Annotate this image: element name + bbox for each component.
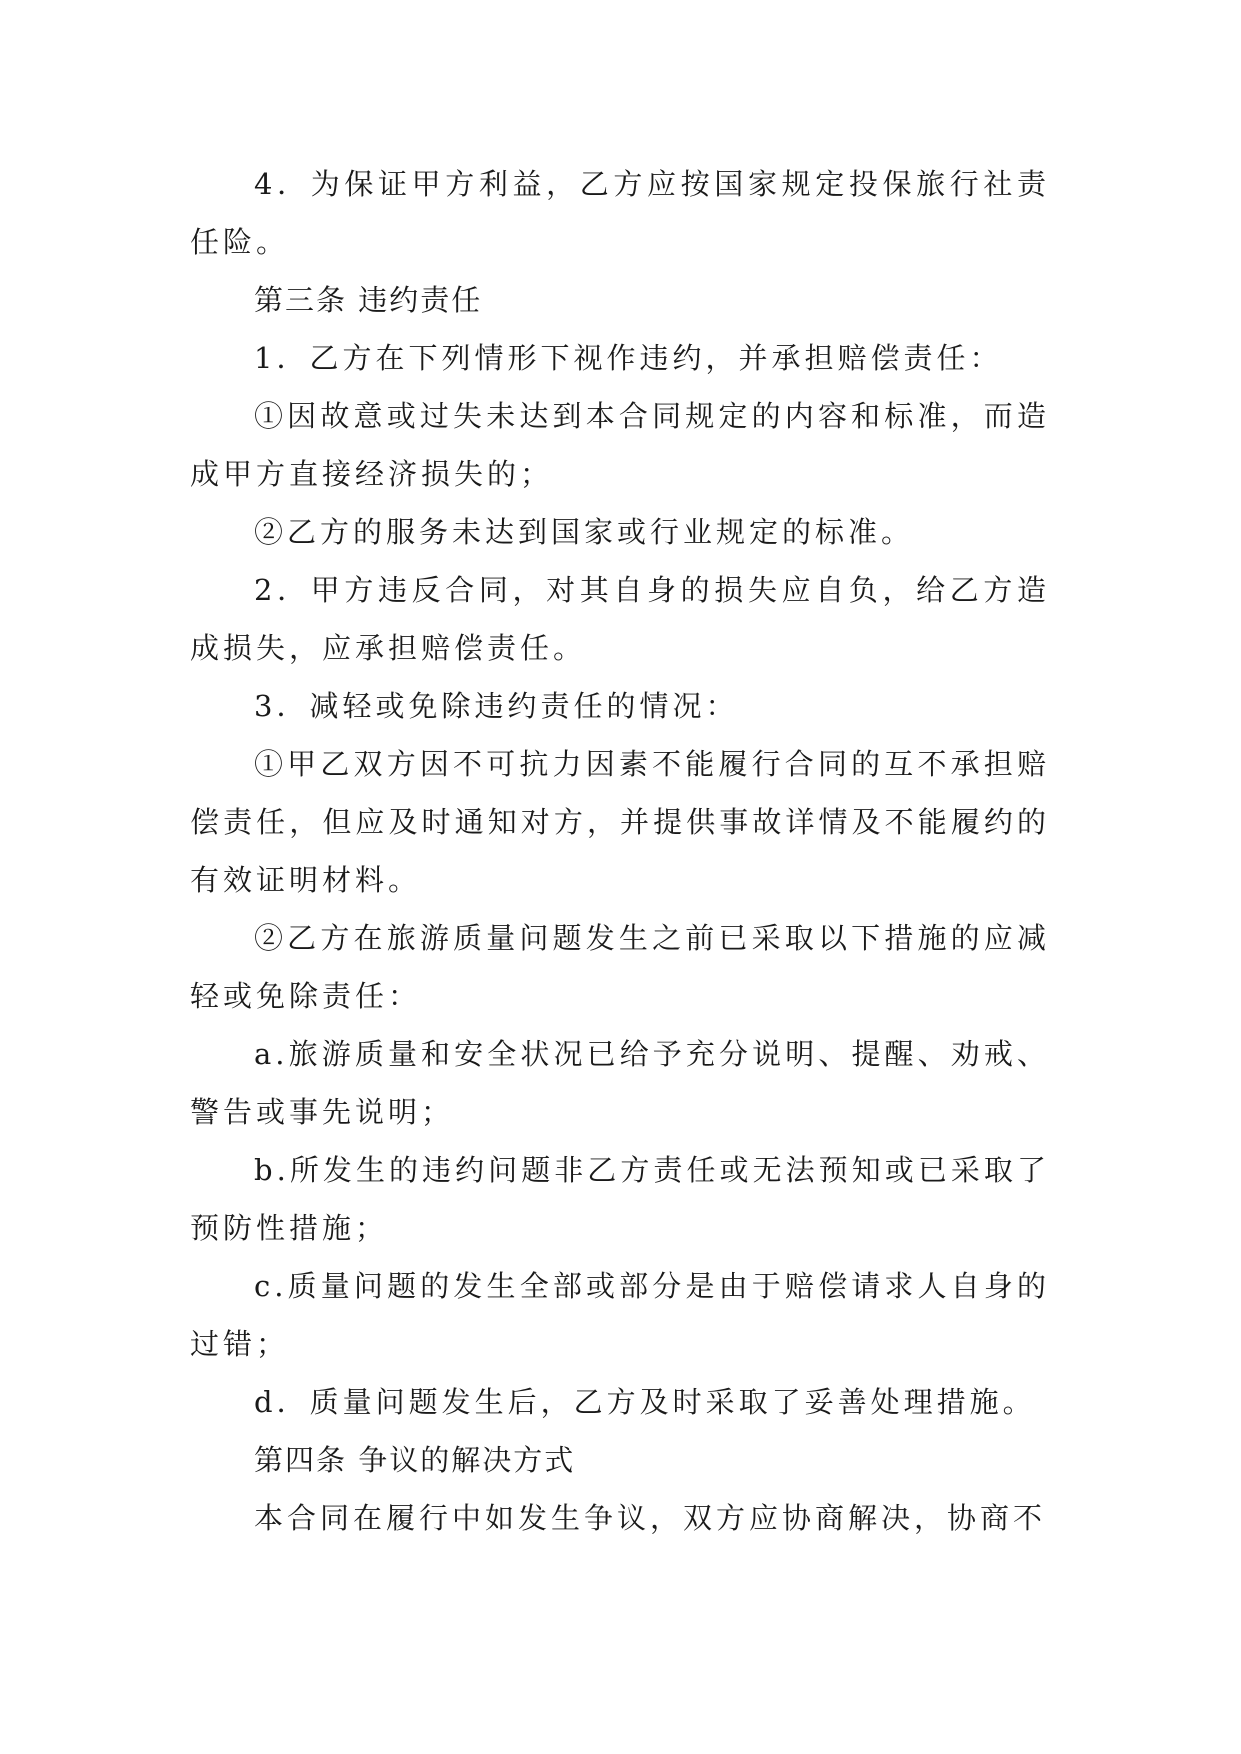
clause-4-text: 本合同在履行中如发生争议，双方应协商解决，协商不 xyxy=(254,1501,1047,1535)
clause-3-item-3-sub-d: d．质量问题发生后，乙方及时采取了妥善处理措施。 xyxy=(254,1385,1036,1419)
clause-3-item-1: 1．乙方在下列情形下视作违约，并承担赔偿责任： xyxy=(254,341,1003,375)
clause-3-item-3-sub-c: c.质量问题的发生全部或部分是由于赔偿请求人自身的过错； xyxy=(190,1269,1050,1361)
article-4-heading: 第四条 争议的解决方式 xyxy=(254,1443,576,1477)
clause-3-item-3-sub-b: b.所发生的违约问题非乙方责任或无法预知或已采取了预防性措施； xyxy=(190,1153,1050,1245)
clause-3-item-2: 2．甲方违反合同，对其自身的损失应自负，给乙方造成损失，应承担赔偿责任。 xyxy=(190,573,1050,665)
clause-3-item-1-sub-2: ②乙方的服务未达到国家或行业规定的标准。 xyxy=(254,515,915,549)
clause-3-item-1-sub-1: ①因故意或过失未达到本合同规定的内容和标准，而造成甲方直接经济损失的； xyxy=(190,399,1050,491)
document-body xyxy=(190,155,1050,1547)
clause-2-item-4: 4．为保证甲方利益，乙方应按国家规定投保旅行社责任险。 xyxy=(190,167,1050,259)
clause-3-item-3-sub-a: a.旅游质量和安全状况已给予充分说明、提醒、劝戒、警告或事先说明； xyxy=(190,1037,1050,1129)
clause-3-item-3-sub-1: ①甲乙双方因不可抗力因素不能履行合同的互不承担赔偿责任，但应及时通知对方，并提供事故详情及不能履约的有效证明材料。 xyxy=(190,747,1050,897)
article-3-heading: 第三条 违约责任 xyxy=(254,283,483,317)
clause-3-item-3: 3．减轻或免除违约责任的情况： xyxy=(254,689,739,723)
clause-3-item-3-sub-2: ②乙方在旅游质量问题发生之前已采取以下措施的应减轻或免除责任： xyxy=(190,921,1050,1013)
